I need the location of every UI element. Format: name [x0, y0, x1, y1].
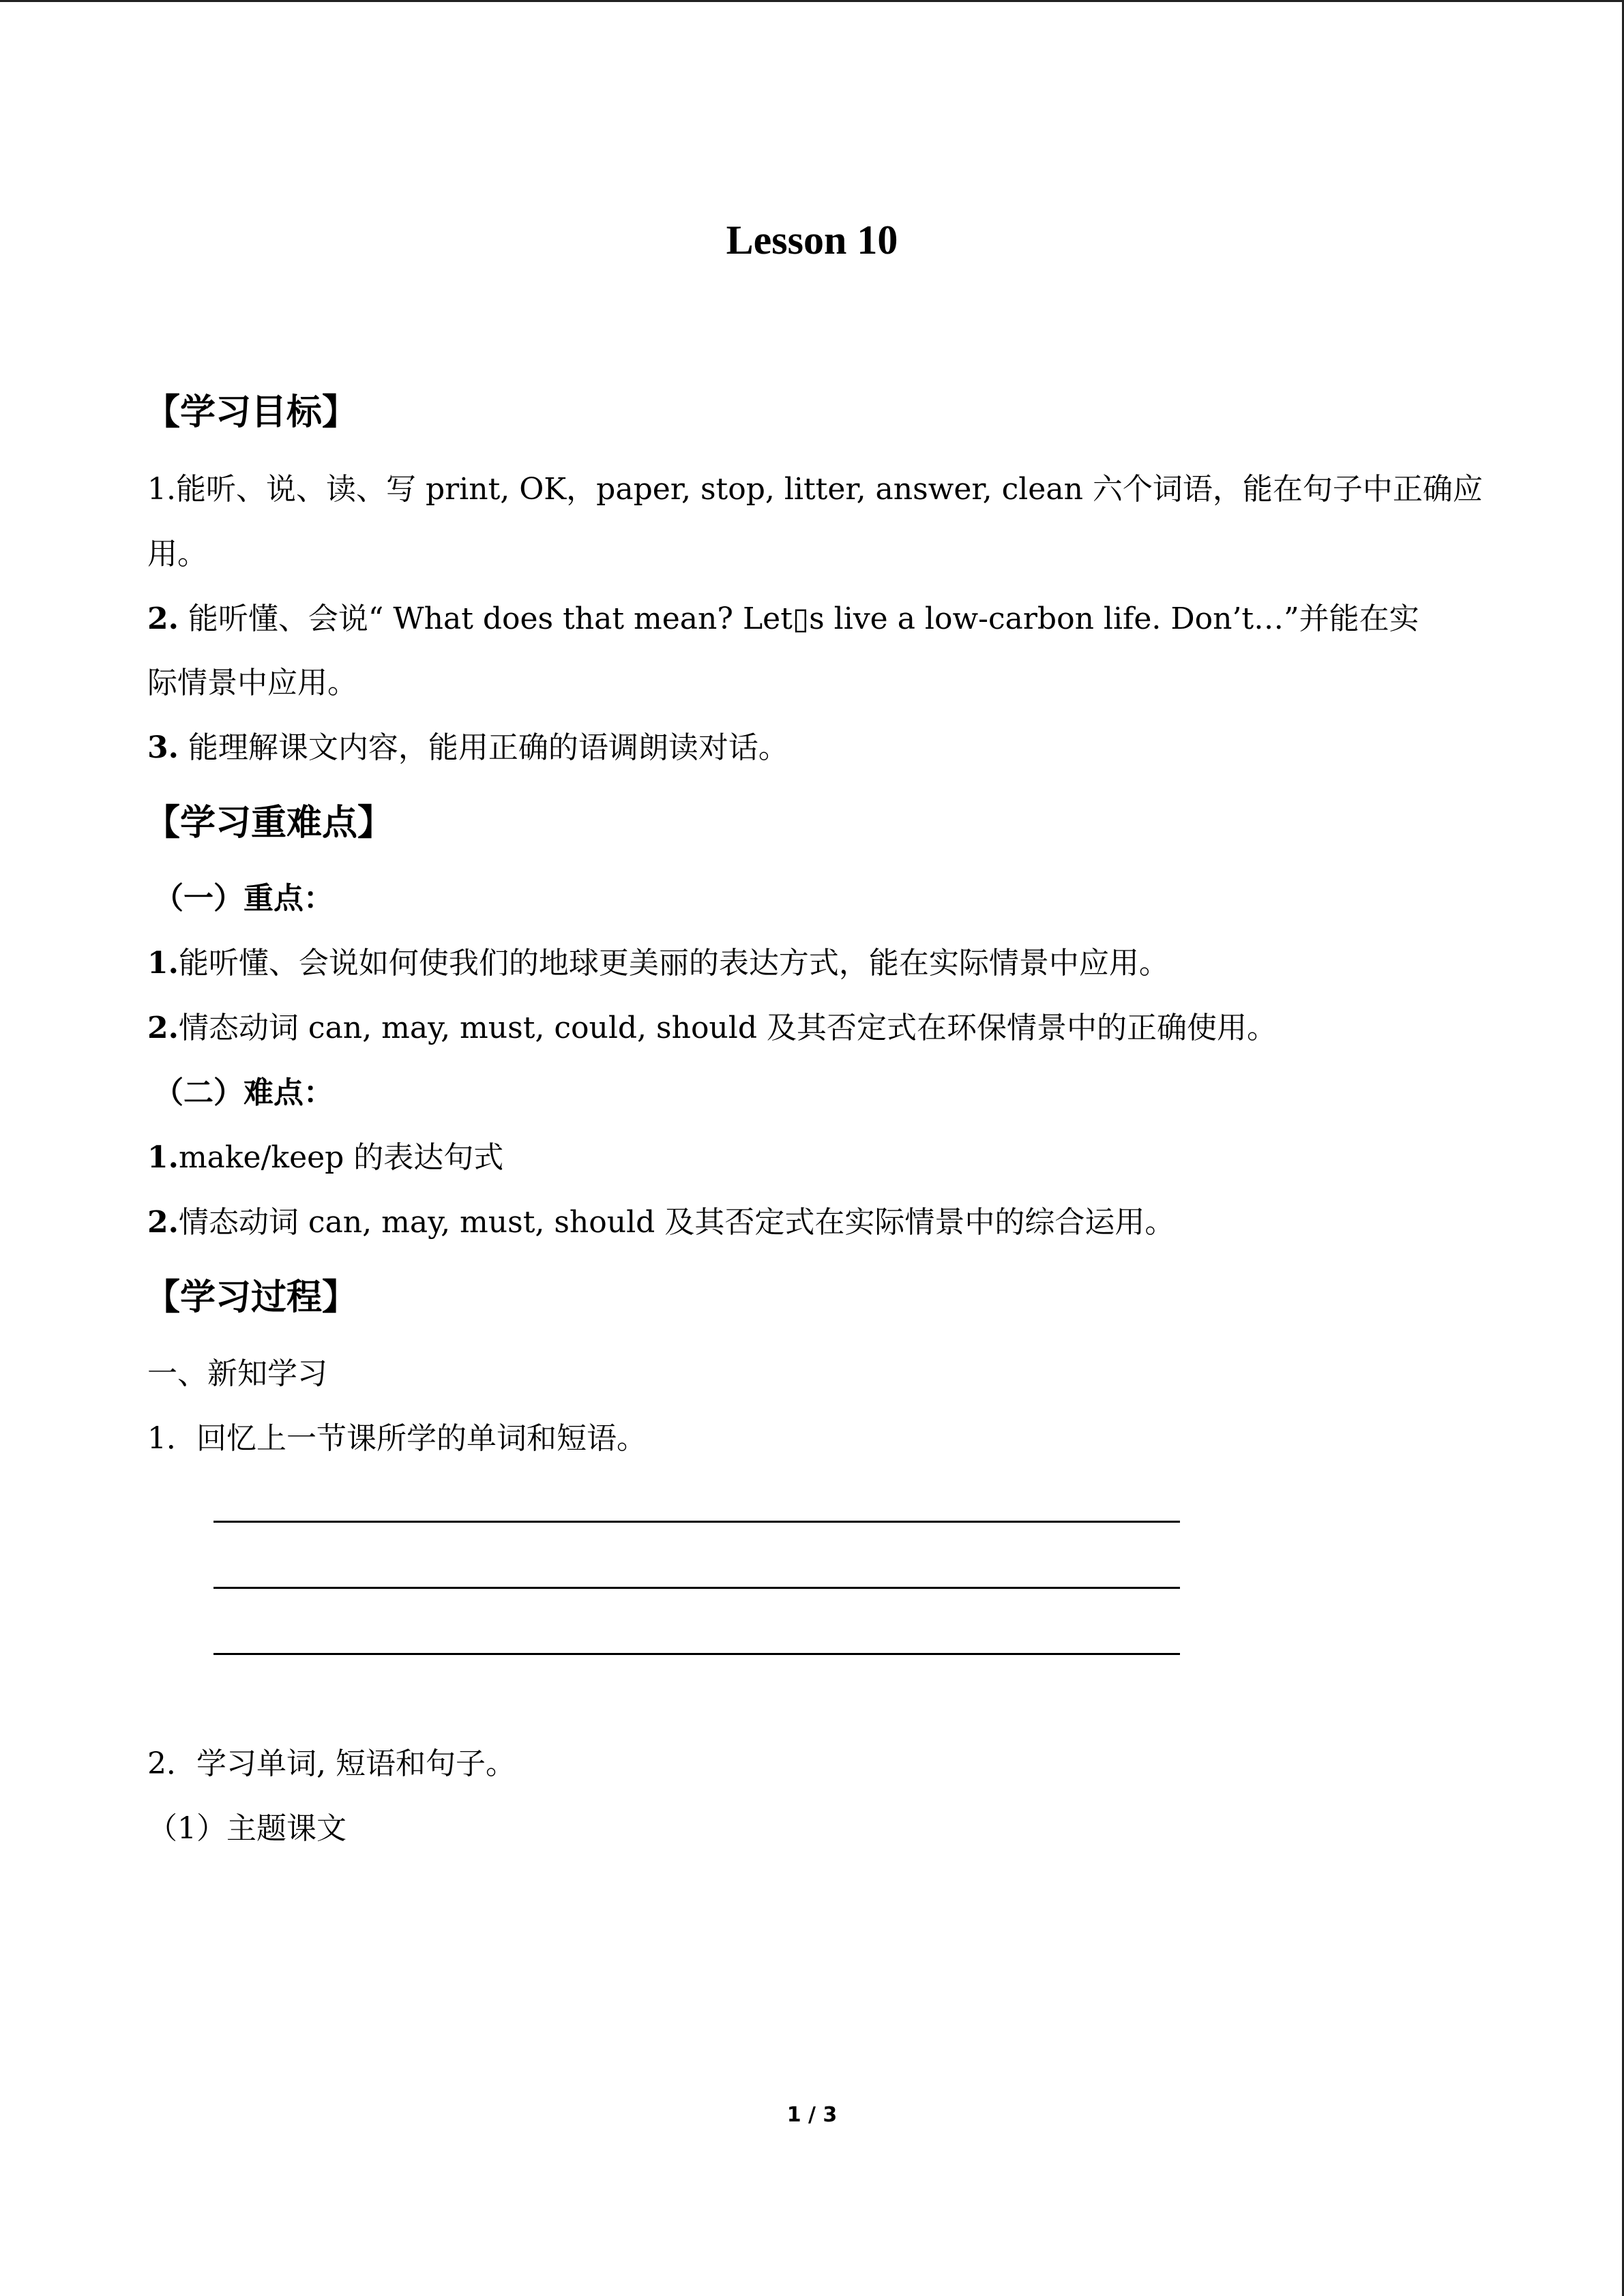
answer-blank-1[interactable]: [213, 1521, 1180, 1523]
objective-1-line-1: 1.能听、说、读、写 print, OK，paper, stop, litter, answer, clean 六个词语，能在句子中正确应: [147, 472, 1483, 507]
focus-item-2-text: 情态动词 can, may, must, could, should 及其否定式在环保情景中的正确使用。: [178, 1011, 1277, 1045]
objective-2-line-2: 际情景中应用。: [147, 666, 357, 700]
difficulty-item-2: [147, 1202, 1175, 1243]
difficulty-item-1-text: make/keep 的表达句式: [178, 1140, 504, 1175]
focus-item-1-number: 1.: [147, 946, 179, 981]
focus-item-1-text: 能听懂、会说如何使我们的地球更美丽的表达方式，能在实际情景中应用。: [178, 946, 1169, 981]
focus-label: （一）重点：: [153, 881, 334, 916]
key-points-heading: 【学习重难点】: [145, 802, 394, 844]
process-heading: 【学习过程】: [145, 1277, 358, 1318]
objective-2-number: 2.: [147, 601, 179, 636]
section-new-knowledge: 一、新知学习: [147, 1356, 327, 1391]
objective-2-line-1: [147, 599, 1419, 640]
objective-3-number: 3.: [147, 730, 179, 765]
objective-3: [147, 728, 788, 769]
page-number: 1 / 3: [786, 2103, 838, 2127]
step-2-subitem: （1）主题课文: [147, 1811, 346, 1846]
difficulty-item-2-text: 情态动词 can, may, must, should 及其否定式在实际情景中的综合运用。: [178, 1205, 1175, 1240]
objective-1-line-2: 用。: [147, 537, 207, 571]
step-1: 1．回忆上一节课所学的单词和短语。: [147, 1421, 647, 1456]
objectives-heading: 【学习目标】: [145, 391, 358, 433]
difficulty-item-1-number: 1.: [147, 1140, 179, 1175]
step-2: 2．学习单词, 短语和句子。: [147, 1746, 516, 1781]
focus-item-2: [147, 1008, 1277, 1049]
difficulty-item-1: [147, 1137, 503, 1178]
page-border-top: [0, 0, 1624, 2]
objective-2-text: 能听懂、会说“ What does that mean? Let▯s live a low-carbon life. Don’t…”并能在实: [178, 601, 1419, 636]
answer-blank-3[interactable]: [213, 1653, 1180, 1655]
difficulty-item-2-number: 2.: [147, 1205, 179, 1240]
focus-item-2-number: 2.: [147, 1011, 179, 1045]
focus-item-1: [147, 943, 1169, 984]
objective-3-text: 能理解课文内容，能用正确的语调朗读对话。: [178, 730, 788, 765]
difficulty-label: （二）难点：: [153, 1075, 334, 1110]
page-title: Lesson 10: [726, 218, 898, 263]
answer-blank-2[interactable]: [213, 1587, 1180, 1589]
